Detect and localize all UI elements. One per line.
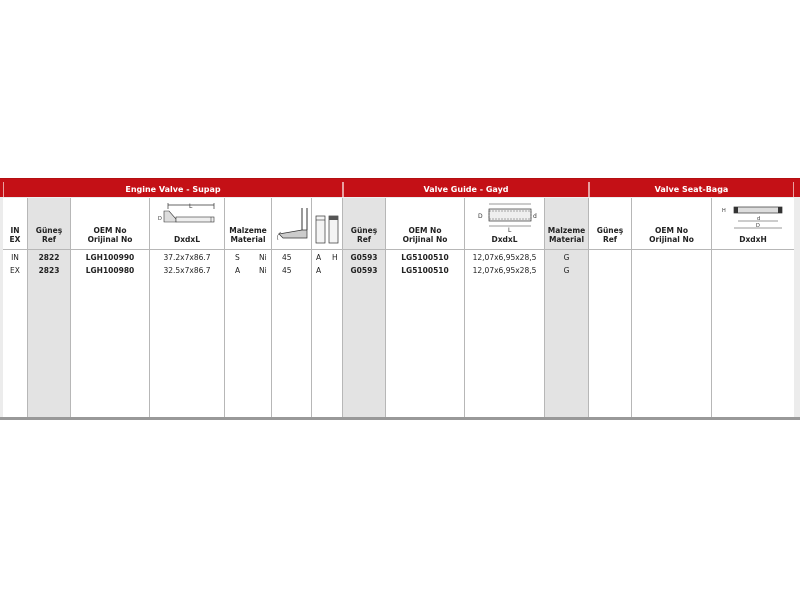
guide-header-gunes: Güneş bbox=[350, 226, 378, 235]
product-table bbox=[3, 198, 794, 417]
guide-header-ref: Ref bbox=[356, 235, 372, 244]
row1-angle: 45 bbox=[282, 253, 292, 262]
guide-header-dxdxl: DxdxL bbox=[491, 235, 518, 244]
col-valve-material bbox=[225, 198, 272, 417]
row2-angle: 45 bbox=[282, 266, 292, 275]
col-seat-ref bbox=[589, 198, 632, 417]
col-guide-ref bbox=[343, 198, 386, 417]
col-guide-dims bbox=[465, 198, 545, 417]
row2-mat-b: Ni bbox=[259, 266, 267, 275]
row2-guide-mat: G bbox=[563, 266, 570, 275]
seat-header-gunes: Güneş bbox=[596, 226, 624, 235]
guide-outer-diameter-letter: D bbox=[478, 213, 483, 220]
row1-mat-b: Ni bbox=[259, 253, 267, 262]
row2-guide-oem: LG5100510 bbox=[401, 266, 449, 275]
header-malzeme: Malzeme bbox=[229, 226, 267, 235]
col-guide-material bbox=[545, 198, 589, 417]
col-seat-oem bbox=[632, 198, 712, 417]
guide-inner-diameter-letter: d bbox=[533, 213, 537, 220]
row1-tip-b: H bbox=[332, 253, 338, 262]
seat-header-oem: OEM No bbox=[654, 226, 688, 235]
section-engine-valve: Engine Valve - Supap bbox=[3, 182, 343, 197]
header-dxdxl: DxdxL bbox=[173, 235, 201, 244]
row1-guide-mat: G bbox=[563, 253, 570, 262]
row1-oem: LGH100990 bbox=[85, 253, 135, 262]
col-guide-oem bbox=[386, 198, 465, 417]
seat-height-letter: H bbox=[722, 208, 726, 214]
row2-mat-a: A bbox=[235, 266, 241, 275]
valve-diameter-letter: D bbox=[158, 216, 162, 222]
row1-guide-ref: G0593 bbox=[350, 253, 378, 262]
section-valve-seat: Valve Seat-Baga bbox=[589, 182, 794, 197]
section-valve-guide: Valve Guide - Gayd bbox=[343, 182, 589, 197]
row2-tip-a: A bbox=[316, 266, 322, 275]
guide-header-orijinal: Orijinal No bbox=[402, 235, 448, 244]
row2-oem: LGH100980 bbox=[85, 266, 135, 275]
row2-dims: 32.5x7x86.7 bbox=[163, 266, 211, 275]
valve-angle-icon bbox=[275, 206, 309, 246]
row1-guide-dims: 12,07x6,95x28,5 bbox=[472, 253, 537, 262]
guide-diagram-icon bbox=[475, 201, 537, 233]
guide-header-malzeme: Malzeme bbox=[547, 226, 586, 235]
header-material: Material bbox=[230, 235, 266, 244]
product-table-frame bbox=[0, 178, 800, 420]
guide-header-oem: OEM No bbox=[408, 226, 442, 235]
header-orijinal: Orijinal No bbox=[87, 235, 133, 244]
guide-length-letter: L bbox=[508, 227, 512, 233]
seat-header-ref: Ref bbox=[602, 235, 618, 244]
row1-tip-a: A bbox=[316, 253, 322, 262]
header-oem: OEM No bbox=[93, 226, 127, 235]
row2-inex: EX bbox=[10, 266, 20, 275]
valve-length-letter: L bbox=[189, 203, 193, 210]
col-seat-angle bbox=[272, 198, 312, 417]
seat-diagram-icon bbox=[720, 201, 786, 235]
col-seat-dims bbox=[712, 198, 794, 417]
col-valve-dims bbox=[150, 198, 225, 417]
seat-header-dxdxh: DxdxH bbox=[739, 235, 767, 244]
header-in: IN bbox=[10, 226, 20, 235]
row1-ref: 2822 bbox=[38, 253, 60, 262]
seat-outer-diameter-letter: D bbox=[756, 223, 760, 229]
seat-inner-diameter-letter: d bbox=[757, 216, 761, 222]
col-oem-no bbox=[71, 198, 150, 417]
row1-inex: IN bbox=[11, 253, 19, 262]
row1-dims: 37.2x7x86.7 bbox=[163, 253, 211, 262]
header-ref: Ref bbox=[41, 235, 57, 244]
col-tip-type bbox=[312, 198, 343, 417]
row1-guide-oem: LG5100510 bbox=[401, 253, 449, 262]
seat-header-orijinal: Orijinal No bbox=[649, 235, 694, 244]
row2-guide-ref: G0593 bbox=[350, 266, 378, 275]
guide-header-material: Material bbox=[548, 235, 585, 244]
col-gunes-ref bbox=[28, 198, 71, 417]
row2-guide-dims: 12,07x6,95x28,5 bbox=[472, 266, 537, 275]
col-inex bbox=[3, 198, 28, 417]
header-gunes: Güneş bbox=[35, 226, 63, 235]
row2-ref: 2823 bbox=[38, 266, 60, 275]
header-ex: EX bbox=[9, 235, 21, 244]
valve-tip-icon bbox=[314, 215, 342, 245]
valve-diagram-icon bbox=[156, 201, 218, 229]
row1-mat-a: S bbox=[235, 253, 240, 262]
